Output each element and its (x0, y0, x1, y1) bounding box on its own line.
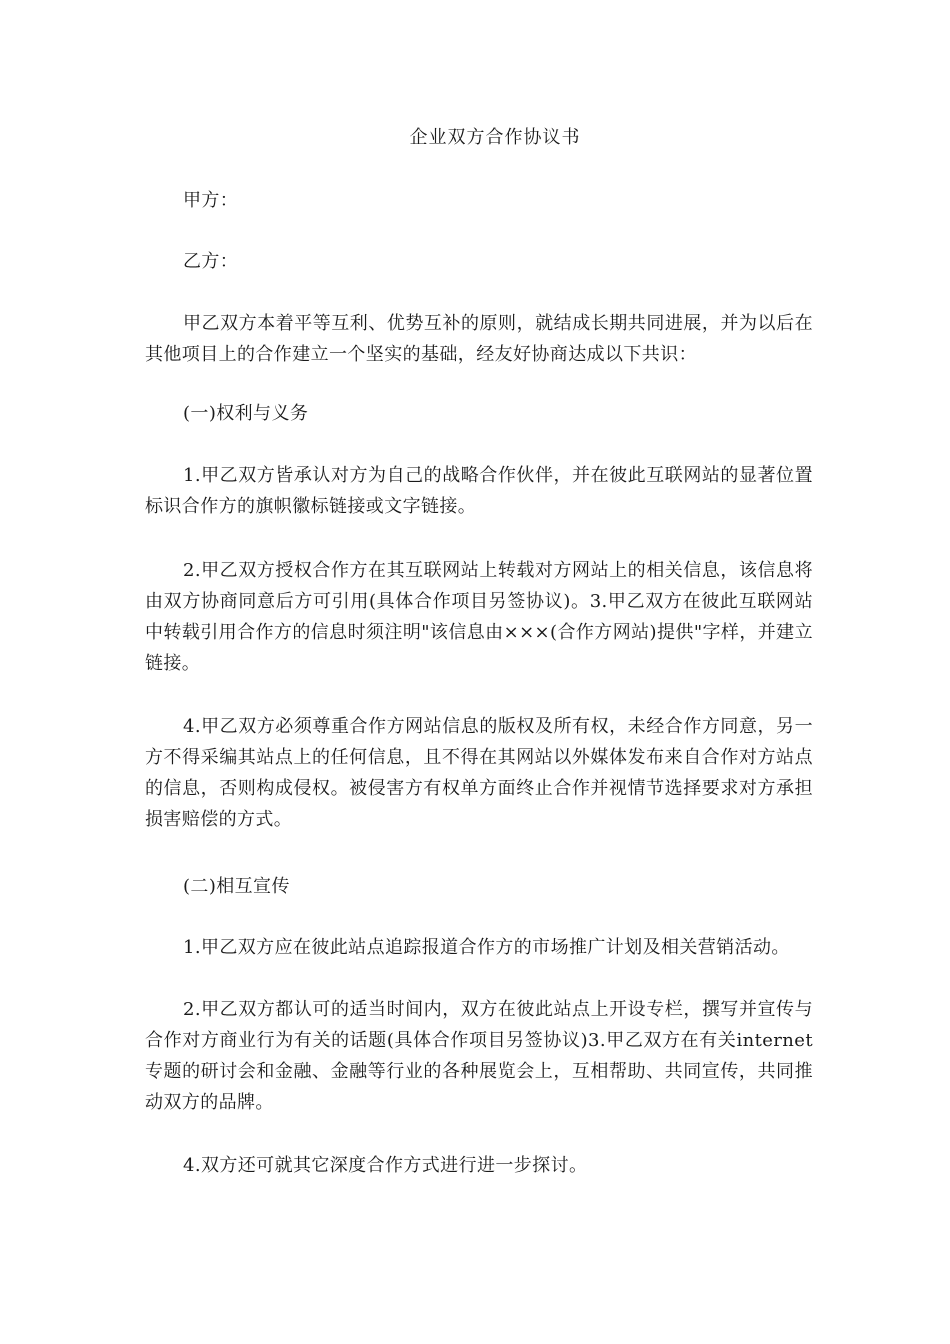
section1-heading: (一)权利与义务 (183, 403, 309, 424)
section1-clause4: 4.甲乙双方必须尊重合作方网站信息的版权及所有权，未经合作方同意，另一方不得采编其站点上的任何信息，且不得在其网站以外媒体发布来自合作对方站点的信息，否则构成侵权。被侵害方有权单方面终止合作并视情节选择要求对方承担损害赔偿的方式。 (145, 716, 813, 830)
section2-clause2: 2.甲乙双方都认可的适当时间内，双方在彼此站点上开设专栏，撰写并宣传与合作对方商业行为有关的话题(具体合作项目另签协议)3.甲乙双方在有关internet专题的研讨会和金融、金融等行业的各种展览会上，互相帮助、共同宣传，共同推动双方的品牌。 (145, 999, 813, 1113)
section2-heading: (二)相互宣传 (183, 876, 290, 897)
party-b-label: 乙方： (183, 251, 239, 272)
intro-paragraph: 甲乙双方本着平等互利、优势互补的原则，就结成长期共同进展，并为以后在其他项目上的合作建立一个坚实的基础，经友好协商达成以下共识： (145, 313, 813, 365)
section2-clause1: 1.甲乙双方应在彼此站点追踪报道合作方的市场推广计划及相关营销活动。 (183, 937, 790, 958)
section1-clause1: 1.甲乙双方皆承认对方为自己的战略合作伙伴，并在彼此互联网站的显著位置标识合作方的旗帜徽标链接或文字链接。 (145, 465, 813, 517)
section1-clause2: 2.甲乙双方授权合作方在其互联网站上转载对方网站上的相关信息，该信息将由双方协商同意后方可引用(具体合作项目另签协议)。3.甲乙双方在彼此互联网站中转载引用合作方的信息时须注明"该信息由×××(合作方网站)提供"字样，并建立链接。 (145, 560, 813, 674)
section2-clause4: 4.双方还可就其它深度合作方式进行进一步探讨。 (183, 1155, 588, 1176)
document-title: 企业双方合作协议书 (409, 127, 581, 148)
party-a-label: 甲方： (183, 190, 239, 211)
